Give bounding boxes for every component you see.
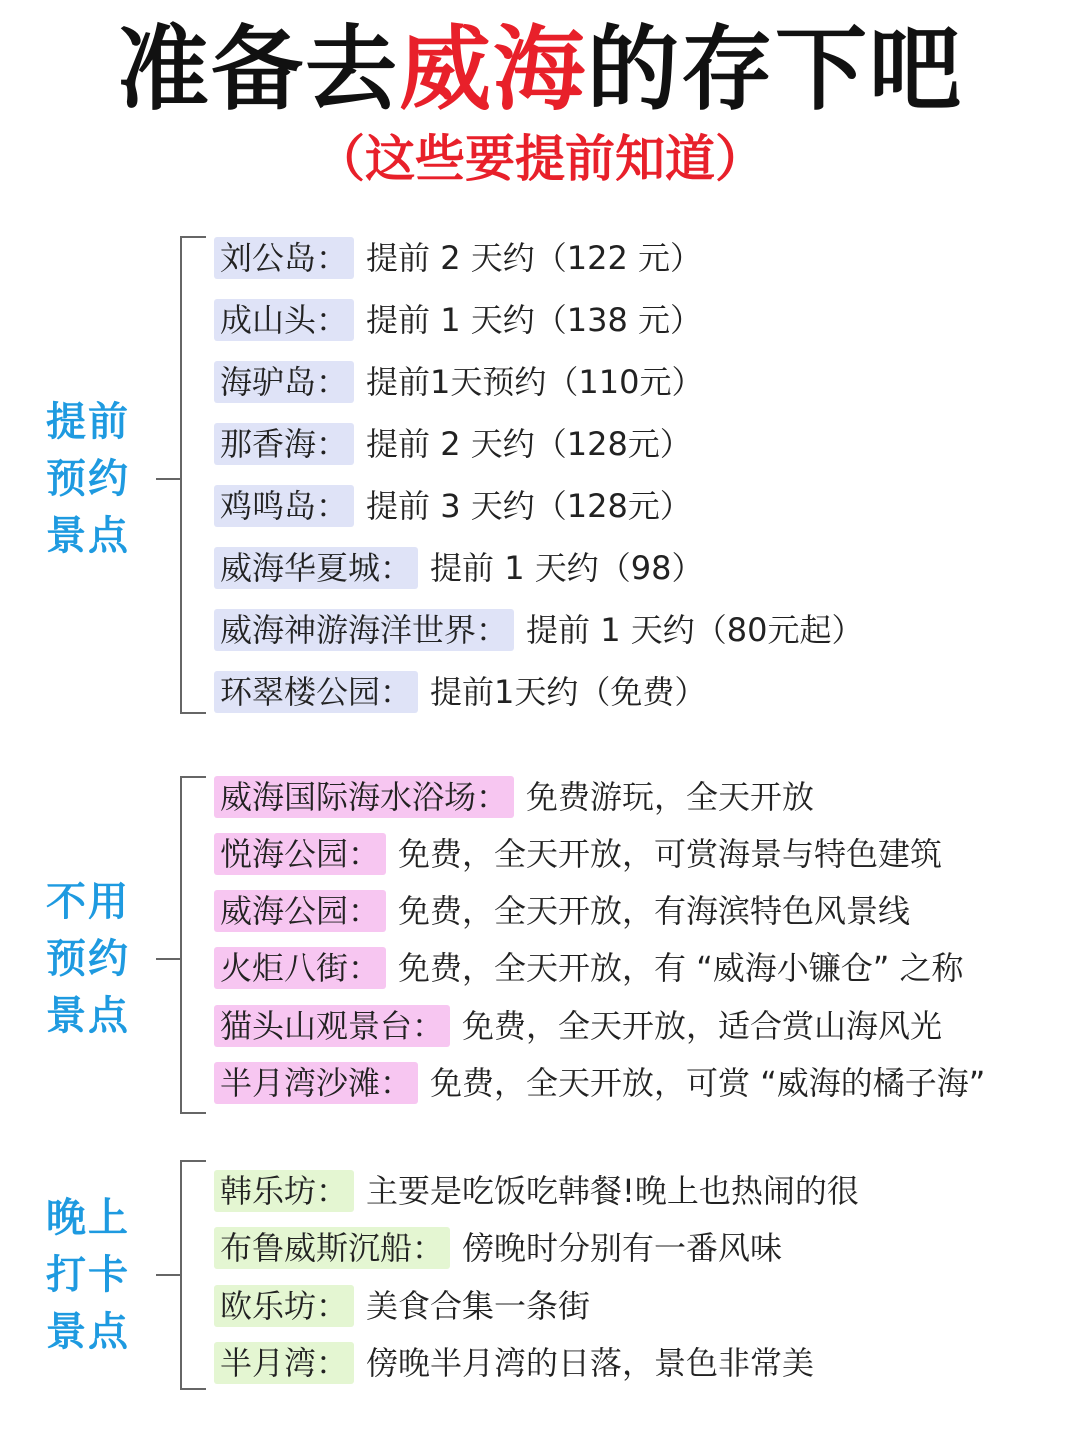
- section-label-line: 预约: [46, 456, 130, 502]
- attraction-info: 提前1天预约（110元）: [366, 363, 704, 401]
- attraction-name: 悦海公园：: [214, 833, 386, 875]
- brace-stem: [156, 478, 181, 480]
- attraction-name: 威海公园：: [214, 890, 386, 932]
- section-label-free: [46, 874, 142, 1045]
- attraction-info: 主要是吃饭吃韩餐!晚上也热闹的很: [366, 1172, 859, 1210]
- section-label-reserve: [46, 394, 142, 565]
- section-label-night: [46, 1190, 142, 1361]
- section-label-line: 景点: [46, 993, 130, 1039]
- attraction-name: 威海神游海洋世界：: [214, 609, 514, 651]
- attraction-info: 傍晚半月湾的日落，景色非常美: [366, 1344, 815, 1382]
- brace-stem: [156, 958, 181, 960]
- section-label-line: 不用: [46, 879, 130, 925]
- attraction-info: 免费，全天开放，可赏 “威海的橘子海”: [430, 1064, 986, 1102]
- list-item: [214, 609, 863, 651]
- attraction-info: 傍晚时分别有一番风味: [462, 1229, 783, 1267]
- page-subtitle: （这些要提前知道）: [315, 130, 765, 188]
- brace-stem: [156, 1274, 181, 1276]
- attraction-name: 鸡鸣岛：: [214, 485, 354, 527]
- list-item: [214, 833, 942, 875]
- attraction-info: 提前 1 天约（98）: [430, 549, 704, 587]
- attraction-name: 海驴岛：: [214, 361, 354, 403]
- attraction-name: 欧乐坊：: [214, 1285, 354, 1327]
- attraction-name: 成山头：: [214, 299, 354, 341]
- bracket-line: [180, 776, 206, 1114]
- list-item: [214, 423, 692, 465]
- list-item: [214, 237, 702, 279]
- attraction-info: 美食合集一条街: [366, 1287, 591, 1325]
- list-item: [214, 547, 703, 589]
- section-label-line: 景点: [46, 1309, 130, 1355]
- attraction-name: 火炬八街：: [214, 947, 386, 989]
- attraction-name: 韩乐坊：: [214, 1170, 354, 1212]
- attraction-name: 威海华夏城：: [214, 547, 418, 589]
- list-item: [214, 1342, 814, 1384]
- section-label-line: 预约: [46, 936, 130, 982]
- section-label-line: 提前: [46, 399, 130, 445]
- page-title: [0, 18, 1080, 122]
- attraction-name: 半月湾：: [214, 1342, 354, 1384]
- title-part-2: 的存下吧: [587, 16, 964, 123]
- attraction-name: 布鲁威斯沉船：: [214, 1227, 450, 1269]
- attraction-name: 半月湾沙滩：: [214, 1062, 418, 1104]
- list-item: [214, 485, 692, 527]
- list-item: [214, 361, 703, 403]
- attraction-info: 提前 2 天约（122 元）: [366, 239, 702, 277]
- section-label-line: 晚上: [46, 1195, 130, 1241]
- attraction-info: 提前 2 天约（128元）: [366, 425, 692, 463]
- list-item: [214, 299, 702, 341]
- list-item: [214, 1005, 942, 1047]
- list-item: [214, 1170, 859, 1212]
- attraction-info: 免费，全天开放，有海滨特色风景线: [398, 892, 911, 930]
- attraction-info: 提前 1 天约（80元起）: [526, 611, 864, 649]
- list-item: [214, 1062, 985, 1104]
- attraction-name: 猫头山观景台：: [214, 1005, 450, 1047]
- attraction-info: 提前 3 天约（128元）: [366, 487, 692, 525]
- section-label-line: 打卡: [46, 1252, 130, 1298]
- bracket-line: [180, 1160, 206, 1390]
- list-item: [214, 671, 706, 713]
- attraction-info: 免费游玩，全天开放: [526, 778, 815, 816]
- attraction-name: 环翠楼公园：: [214, 671, 418, 713]
- list-item: [214, 1227, 782, 1269]
- list-item: [214, 1285, 590, 1327]
- attraction-name: 那香海：: [214, 423, 354, 465]
- title-highlight: 威海: [398, 16, 587, 123]
- section-label-line: 景点: [46, 513, 130, 559]
- attraction-name: 刘公岛：: [214, 237, 354, 279]
- attraction-info: 提前1天约（免费）: [430, 673, 707, 711]
- attraction-info: 免费，全天开放，有 “威海小镰仓” 之称: [398, 949, 964, 987]
- attraction-info: 提前 1 天约（138 元）: [366, 301, 702, 339]
- bracket-line: [180, 236, 206, 714]
- list-item: [214, 890, 910, 932]
- list-item: [214, 776, 814, 818]
- attraction-name: 威海国际海水浴场：: [214, 776, 514, 818]
- list-item: [214, 947, 964, 989]
- attraction-info: 免费，全天开放，可赏海景与特色建筑: [398, 835, 943, 873]
- attraction-info: 免费，全天开放，适合赏山海风光: [462, 1007, 943, 1045]
- title-part-1: 准备去: [116, 16, 399, 123]
